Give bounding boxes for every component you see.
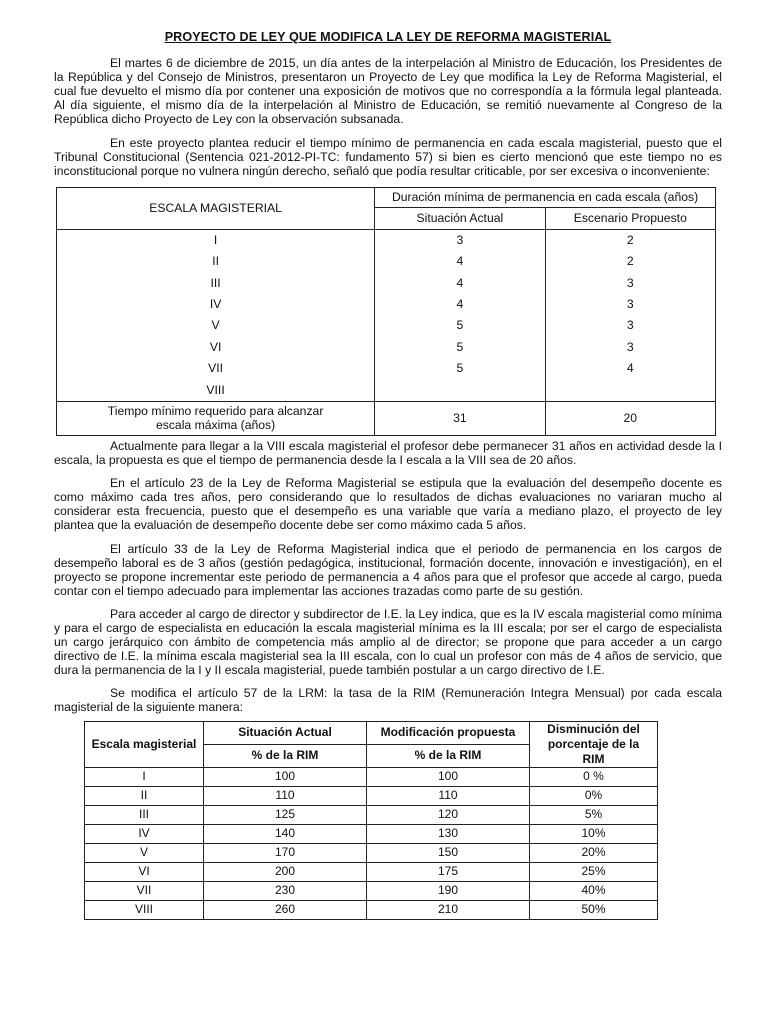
propuesto-cell <box>546 380 715 401</box>
table-rim <box>84 721 658 920</box>
actual-cell: 125 <box>204 805 367 824</box>
propuesta-cell: 120 <box>367 805 530 824</box>
propuesto-cell: 2 <box>626 232 634 247</box>
escala-cell: V <box>211 318 220 333</box>
actual-cell: 4 <box>456 297 464 312</box>
propuesto-cell: 3 <box>626 339 634 354</box>
disminucion-cell: 25% <box>530 862 658 881</box>
actual-cell: 5 <box>456 318 464 333</box>
propuesto-cell: 3 <box>626 297 634 312</box>
disminucion-cell: 50% <box>530 900 658 919</box>
header-disminucion: Disminución del porcentaje de la RIM <box>530 721 658 767</box>
escala-cell: III <box>210 275 221 290</box>
disminucion-cell: 0 % <box>530 767 658 786</box>
actual-cell: 4 <box>456 275 464 290</box>
header-pct-actual: % de la RIM <box>204 744 367 767</box>
disminucion-cell: 20% <box>530 843 658 862</box>
actual-cell: 4 <box>456 254 464 269</box>
table-row <box>85 824 658 843</box>
escala-cell: V <box>85 843 204 862</box>
disminucion-cell: 0% <box>530 786 658 805</box>
table-row <box>85 862 658 881</box>
total-label: Tiempo mínimo requerido para alcanzar escala máxima (años) <box>57 401 375 435</box>
header-escenario-propuesto: Escenario Propuesto <box>545 207 715 229</box>
escala-cell: VII <box>208 361 224 376</box>
propuesto-cell: 3 <box>626 275 634 290</box>
escala-cell: VI <box>85 862 204 881</box>
actual-cell: 170 <box>204 843 367 862</box>
table-row <box>85 881 658 900</box>
propuesto-cell: 2 <box>626 254 634 269</box>
propuesta-cell: 130 <box>367 824 530 843</box>
paragraph-articulo-57: Se modifica el artículo 57 de la LRM: la tasa de la RIM (Remuneración Integra Mensual) por cada escala magisterial de la siguiente manera: <box>54 686 722 715</box>
header-situacion-actual: Situación Actual <box>204 721 367 744</box>
actual-cell: 110 <box>204 786 367 805</box>
table-row <box>85 786 658 805</box>
propuesta-cell: 190 <box>367 881 530 900</box>
propuesta-cell: 110 <box>367 786 530 805</box>
actual-cell: 140 <box>204 824 367 843</box>
escala-cell: I <box>213 232 218 247</box>
paragraph-intro: El martes 6 de diciembre de 2015, un día antes de la interpelación al Ministro de Educación, los Presidentes de la República y del Consejo de Ministros, presentaron un Proyecto de Ley que modifica la Ley de Reforma Magisterial, el cual fue devuelto el mismo día por contener una exposición de motivos que no correspondía a la fórmula legal planteada. Al día siguiente, el mismo día de la interpelación al Ministro de Educación, se remitió nuevamente al Congreso de la República dicho Proyecto de Ley con la observación subsanada. <box>54 56 722 127</box>
escala-cell: III <box>85 805 204 824</box>
document-title: PROYECTO DE LEY QUE MODIFICA LA LEY DE REFORMA MAGISTERIAL <box>164 30 612 44</box>
actual-cell: 5 <box>456 361 464 376</box>
document-page <box>54 30 722 920</box>
header-escala-magisterial: ESCALA MAGISTERIAL <box>57 187 375 229</box>
paragraph-director: Para acceder al cargo de director y subdirector de I.E. la Ley indica, que es la IV escala magisterial como mínima y para el cargo de especialista en educación la escala magisterial mínima es la III escala; por ser el cargo de especialista un cargo jerárquico con ámbito de competencia más amplio al de director; se propone que para acceder a un cargo directivo de I.E. la mínima escala magisterial sea la III escala, con lo cual un profesor con más de 4 años de servicio, que dura la permanencia de la I y II escala magisterial, puede también postular a un cargo directivo de I.E. <box>54 606 722 678</box>
total-actual: 31 <box>375 401 545 435</box>
escala-cell: I <box>85 767 204 786</box>
escala-cell: II <box>85 786 204 805</box>
disminucion-cell: 5% <box>530 805 658 824</box>
escala-cell: IV <box>85 824 204 843</box>
paragraph-proyecto: En este proyecto plantea reducir el tiempo mínimo de permanencia en cada escala magisterial, puesto que el Tribunal Constitucional (Sentencia 021-2012-PI-TC: fundamento 57) si bien es cierto mencionó que este tiempo no es inconstitucional porque no vulnera ningún derecho, señaló que podía resultar criticable, por ser excesiva o inconveniente: <box>54 135 722 178</box>
table-row <box>85 900 658 919</box>
column-propuesto <box>545 229 715 401</box>
actual-cell: 3 <box>456 232 464 247</box>
column-actual <box>375 229 545 401</box>
paragraph-actualmente: Actualmente para llegar a la VIII escala magisterial el profesor debe permanecer 31 años en actividad desde la I escala, la propuesta es que el tiempo de permanencia desde la I escala a la VIII sea de 20 años. <box>54 438 722 468</box>
escala-cell: IV <box>209 297 222 312</box>
paragraph-articulo-23: En el artículo 23 de la Ley de Reforma Magisterial se estipula que la evaluación del desempeño docente es como máximo cada tres años, pero considerando que lo resultados de dichas evaluaciones no variaran mucho al considerar esta frecuencia, puesto que el desempeño es una variable que varía a mediano plazo, el proyecto de ley plantea que la evaluación de desempeño docente debe ser como máximo cada 5 años. <box>54 476 722 533</box>
propuesto-cell: 3 <box>626 318 634 333</box>
total-propuesto: 20 <box>545 401 715 435</box>
disminucion-cell: 40% <box>530 881 658 900</box>
propuesta-cell: 175 <box>367 862 530 881</box>
propuesto-cell: 4 <box>626 361 634 376</box>
propuesta-cell: 210 <box>367 900 530 919</box>
header-situacion-actual: Situación Actual <box>375 207 545 229</box>
escala-cell: VI <box>209 339 222 354</box>
escala-cell: VII <box>85 881 204 900</box>
header-pct-propuesta: % de la RIM <box>367 744 530 767</box>
actual-cell: 5 <box>456 339 464 354</box>
propuesta-cell: 150 <box>367 843 530 862</box>
actual-cell: 100 <box>204 767 367 786</box>
actual-cell: 200 <box>204 862 367 881</box>
paragraph-articulo-33: El artículo 33 de la Ley de Reforma Magisterial indica que el periodo de permanencia en los cargos de desempeño laboral es de 3 años (gestión pedagógica, institucional, formación docente, innovación e investigación), en el proyecto se propone incrementar este periodo de permanencia a 4 años para que el profesor que accede al cargo, pueda contar con el tiempo adecuado para implementar las acciones trazadas como parte de su gestión. <box>54 541 722 598</box>
table-row <box>85 805 658 824</box>
propuesta-cell: 100 <box>367 767 530 786</box>
header-duracion-minima: Duración mínima de permanencia en cada escala (años) <box>375 187 716 207</box>
disminucion-cell: 10% <box>530 824 658 843</box>
table-permanencia <box>56 187 716 436</box>
header-modificacion-propuesta: Modificación propuesta <box>367 721 530 744</box>
table-row <box>85 843 658 862</box>
escala-cell: VIII <box>206 382 225 397</box>
actual-cell: 230 <box>204 881 367 900</box>
column-escalas <box>57 229 375 401</box>
escala-cell: VIII <box>85 900 204 919</box>
actual-cell <box>375 380 544 401</box>
escala-cell: II <box>212 254 219 269</box>
header-escala: Escala magisterial <box>85 721 204 767</box>
actual-cell: 260 <box>204 900 367 919</box>
table-row <box>85 767 658 786</box>
